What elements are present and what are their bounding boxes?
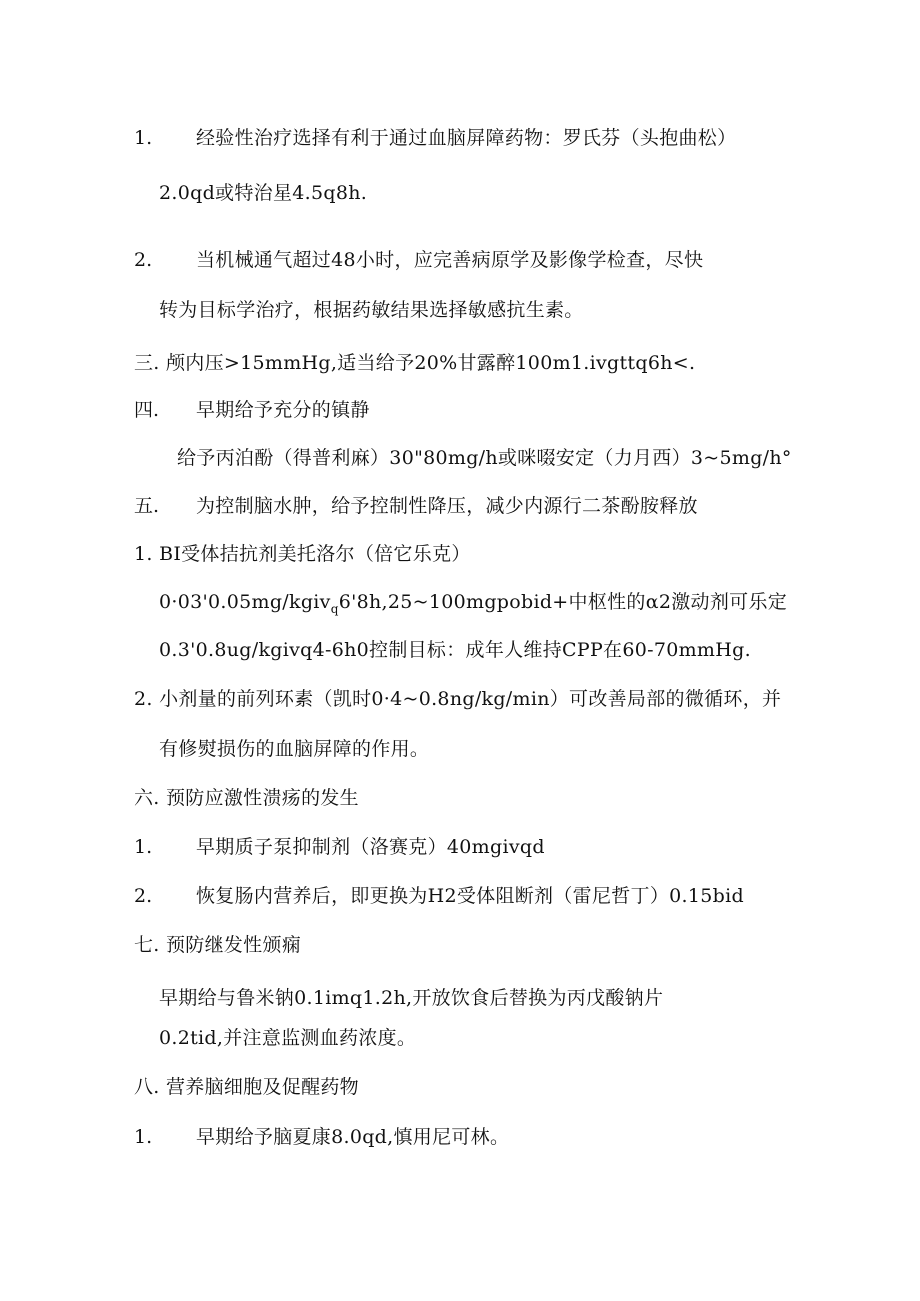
- dosage-text: 6'8h,25~100mgpobid+中枢性的α2激动剂可乐定: [338, 591, 788, 613]
- section-heading: 早期给予充分的镇静: [196, 399, 370, 421]
- paragraph-line: 经验性治疗选择有利于通过血脑屏障药物：罗氏芬（头抱曲松）: [196, 127, 737, 149]
- paragraph-line: 2. 小剂量的前列环素（凯时0·4~0.8ng∕kg∕min）可改善局部的微循环，并: [134, 688, 782, 710]
- paragraph-line: 0.3'0.8ug∕kgivq4-6h0控制目标：成年人维持CPP在60-70mmHg.: [159, 639, 751, 661]
- item-number: 1.: [134, 836, 153, 858]
- paragraph-line: 0.2tid,并注意监测血药浓度。: [159, 1027, 417, 1049]
- item-number: 1.: [134, 1126, 153, 1148]
- paragraph-line: 恢复肠内营养后，即更换为H2受体阻断剂（雷尼哲丁）0.15bid: [196, 885, 744, 907]
- section-heading: 为控制脑水肿，给予控制性降压，减少内源行二茶酚胺释放: [196, 495, 698, 517]
- paragraph-line: 给予丙泊酚（得普利麻）30"80mg∕h或咪啜安定（力月西）3~5mg∕h°: [177, 447, 792, 469]
- paragraph-line: 当机械通气超过48小时，应完善病原学及影像学检查，尽快: [196, 249, 704, 271]
- paragraph-line: 1. BI受体拮抗剂美托洛尔（倍它乐克）: [134, 543, 471, 565]
- section-heading: 六. 预防应激性溃疡的发生: [134, 787, 359, 809]
- item-number: 2.: [134, 249, 153, 271]
- section-heading: 八. 营养脑细胞及促醒药物: [134, 1076, 359, 1098]
- section-number: 五.: [134, 495, 160, 517]
- paragraph-line: 2.0qd或特治星4.5q8h.: [159, 182, 368, 204]
- item-number: 1.: [134, 127, 153, 149]
- section-heading: 七. 预防继发性颁痫: [134, 934, 302, 956]
- paragraph-line: 早期质子泵抑制剂（洛赛克）40mgivqd: [196, 836, 545, 858]
- section-heading: 三. 颅内压>15mmHg,适当给予20%甘露醉100m1.ivgttq6h<.: [134, 352, 696, 374]
- paragraph-line: 有修熨损伤的血脑屏障的作用。: [159, 738, 430, 760]
- paragraph-line: 早期给予脑夏康8.0qd,慎用尼可林。: [196, 1126, 510, 1148]
- dosage-text: 0·03'0.05mg∕kgiv: [159, 591, 331, 613]
- dosage-subscript: q: [330, 601, 339, 616]
- paragraph-line: 早期给与鲁米钠0.1imq1.2h,开放饮食后替换为丙戊酸钠片: [159, 987, 664, 1009]
- section-number: 四.: [134, 399, 160, 421]
- paragraph-line: [159, 589, 787, 622]
- paragraph-line: 转为目标学治疗，根据药敏结果选择敏感抗生素。: [159, 299, 584, 321]
- item-number: 2.: [134, 885, 153, 907]
